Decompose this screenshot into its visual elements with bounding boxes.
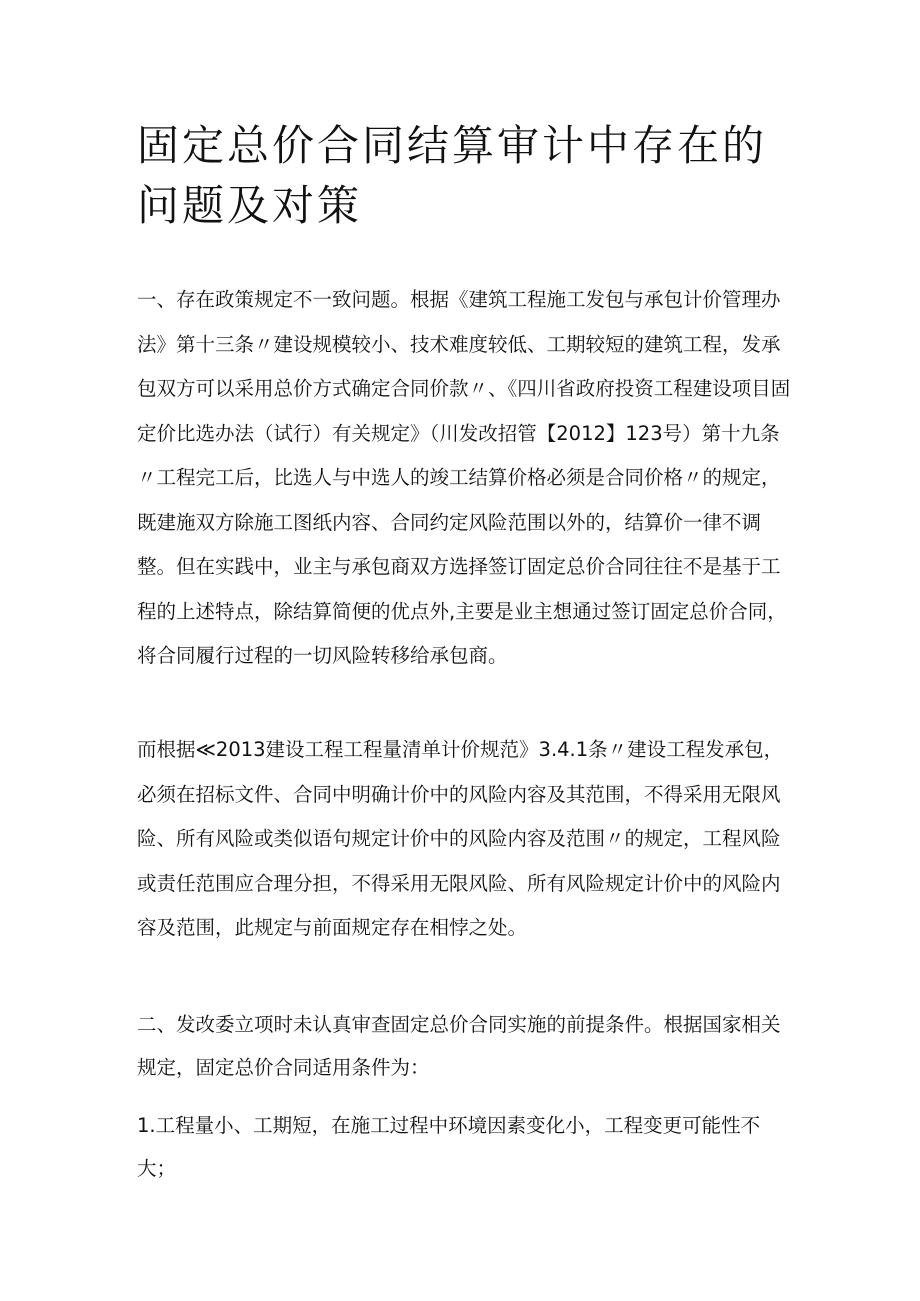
paragraph-valuation-code: 而根据≪2013建设工程工程量清单计价规范》3.4.1条〃建设工程发承包，必须在招标文件、合同中明确计价中的风险内容及其范围，不得采用无限风险、所有风险或类似语句规定计价中的风险内容及范围〃的规定，工程风险或责任范围应合理分担，不得采用无限风险、所有风险规定计价中的风险内容及范围，此规定与前面规定存在相悖之处。 (137, 738, 784, 939)
paragraph-policy-inconsistency: 一、存在政策规定不一致问题。根据《建筑工程施工发包与承包计价管理办法》第十三条〃建设规模较小、技术难度较低、工期较短的建筑工程，发承包双方可以采用总价方式确定合同价款〃、《四川省政府投资工程建设项目固定价比选办法（试行）有关规定》（川发改招管【2012】123号）第十九条〃工程完工后，比选人与中选人的竣工结算价格必须是合同价格〃的规定，既建施双方除施工图纸内容、合同约定风险范围以外的，结算价一律不调整。但在实践中，业主与承包商双方选择签订固定总价合同往往不是基于工程的上述特点，除结算简便的优点外,主要是业主想通过签订固定总价合同，将合同履行过程的一切风险转移给承包商。 (137, 288, 791, 667)
paragraph-approval-review: 二、发改委立项时未认真审查固定总价合同实施的前提条件。根据国家相关规定，固定总价合同适用条件为： (137, 1013, 781, 1079)
document-title: 固定总价合同结算审计中存在的问题及对策 (137, 121, 768, 230)
paragraph-condition-item-1: 1.工程量小、工期短，在施工过程中环境因素变化小，工程变更可能性不大； (137, 1114, 761, 1180)
